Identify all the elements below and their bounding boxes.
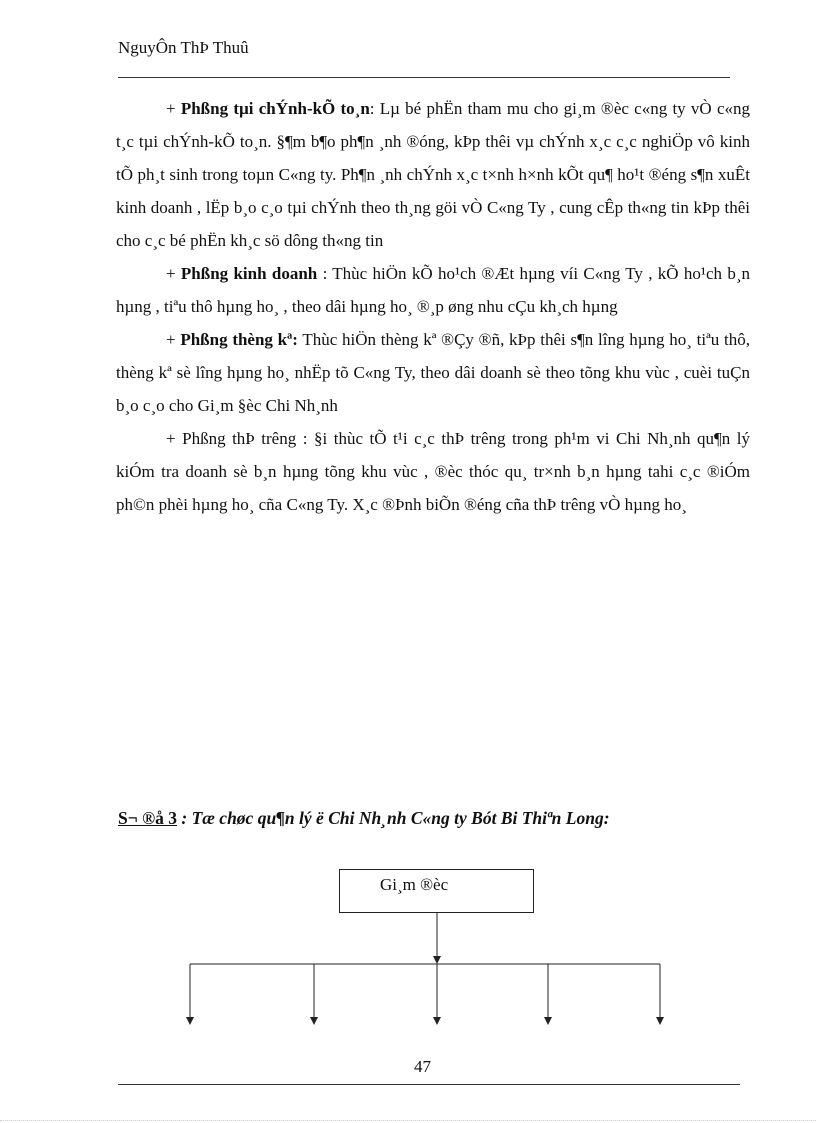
- paragraph-heading: Phßng kinh doanh: [180, 264, 318, 283]
- root-down-arrow-icon: [433, 956, 441, 964]
- paragraph-text: + Phßng thÞ trêng : §i thùc tÕ t¹i c¸c thÞ trêng trong ph¹m vi Chi Nh¸nh qu¶n lý kiÓm tra doanh sè b¸n hµng tõng khu vùc , ®èc thóc qu¸ tr×nh b¸n hµng tahi c¸c ®iÓm ph©n phèi hµng ho¸ cña C«ng Ty. X¸c ®Þnh biÕn ®éng cña thÞ trêng vÒ hµng ho¸: [116, 429, 750, 514]
- paragraph-text: : Thùc hiÖn kÕ ho¹ch ®Æt hµng víi C«ng Ty , kÕ ho¹ch b¸n hµng , tiªu thô hµng ho¸ , theo dâi hµng ho¸ ®¸p øng nhu cÇu kh¸ch hµng: [116, 264, 750, 316]
- diagram-caption: : Tæ chøc qu¶n lý ë Chi Nh¸nh C«ng ty Bót Bi Thiªn Long:: [177, 808, 610, 828]
- footer-rule: [118, 1084, 740, 1085]
- paragraph-lead: +: [166, 99, 181, 118]
- branch-arrow-icon: [544, 1017, 552, 1025]
- branch-group: [186, 964, 664, 1025]
- paragraph-lead: +: [166, 330, 181, 349]
- branch-arrow-icon: [186, 1017, 194, 1025]
- org-chart-root-label: Gi¸m ®èc: [380, 875, 449, 894]
- branch-arrow-icon: [310, 1017, 318, 1025]
- paragraph-heading: Phßng tµi chÝnh-kÕ to¸n: [180, 99, 370, 118]
- paragraph-text: Thùc hiÖn thèng kª ®Çy ®ñ, kÞp thêi s¶n lîng hµng ho¸ tiªu thô, thèng kª sè lîng hµng ho¸ nhËp tõ C«ng Ty, theo dâi doanh sè theo tõng khu vùc , cuèi tuÇn b¸o c¸o cho Gi¸m §èc Chi Nh¸nh: [116, 330, 751, 415]
- page-bottom-edge: [0, 1120, 816, 1121]
- branch-arrow-icon: [433, 1017, 441, 1025]
- branch-arrow-icon: [656, 1017, 664, 1025]
- diagram-number: S¬ ®å 3: [118, 808, 178, 828]
- page-number: 47: [414, 1057, 431, 1076]
- paragraph-lead: +: [166, 264, 181, 283]
- paragraph-text: : Lµ bé phËn tham mu cho gi¸m ®èc c«ng ty vÒ c«ng t¸c tµi chÝnh-kÕ to¸n. §¶m b¶o ph¶n ¸nh ®óng, kÞp thêi vµ chÝnh x¸c c¸c nghiÖp vô kinh tÕ ph¸t sinh trong toµn C«ng ty. Ph¶n ¸nh chÝnh x¸c t×nh h×nh kÕt qu¶ ho¹t ®éng s¶n xuÊt kinh doanh , lËp b¸o c¸o tµi chÝnh theo th¸ng göi vÒ C«ng Ty , cung cÊp th«ng tin kÞp thêi cho c¸c bé phËn kh¸c sö dông th«ng tin: [116, 99, 750, 250]
- header-author: NguyÔn ThÞ Thuû: [118, 38, 249, 57]
- paragraph-heading: Phßng thèng kª:: [180, 330, 298, 349]
